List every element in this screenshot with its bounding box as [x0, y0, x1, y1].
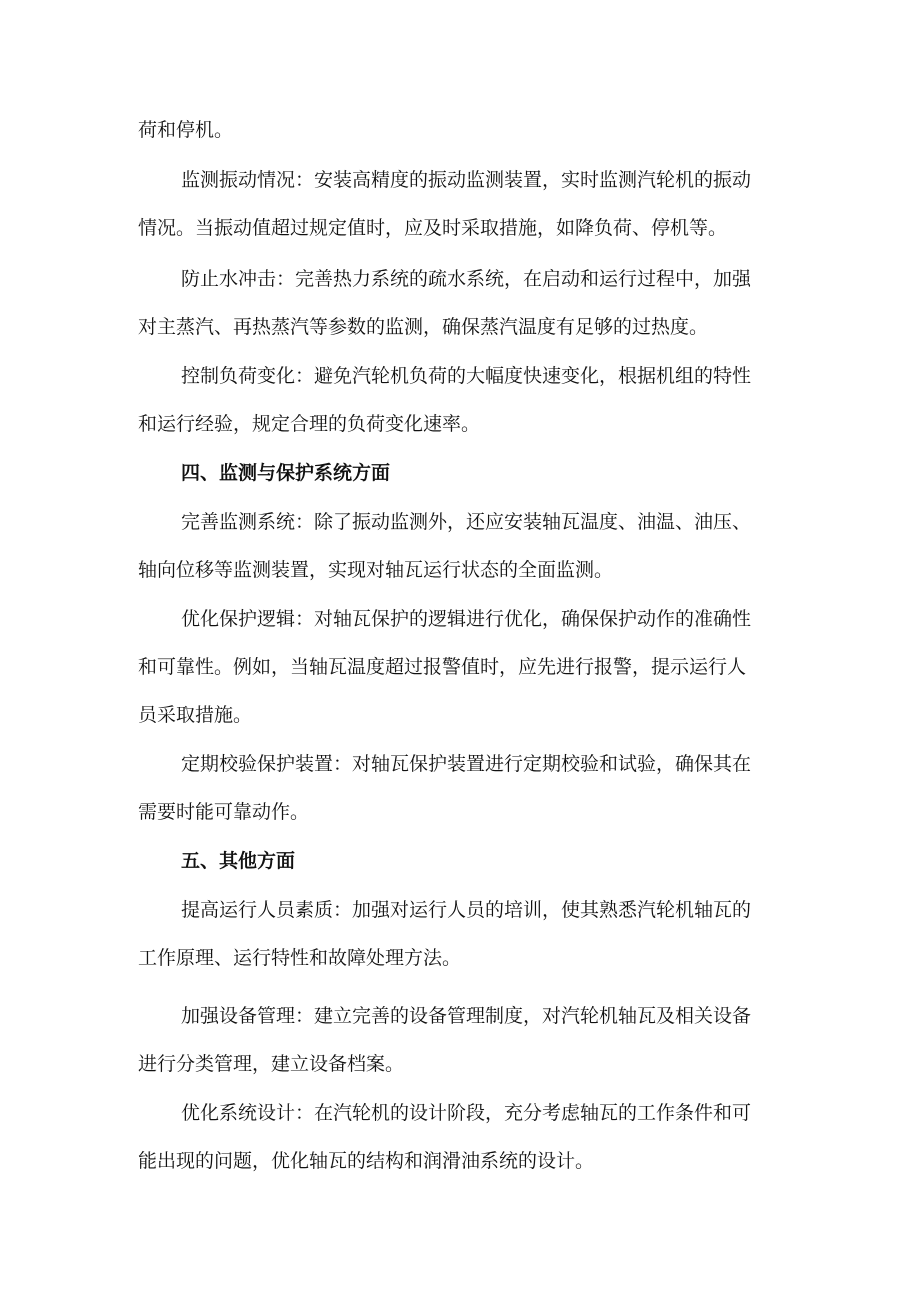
document-page: 荷和停机。 监测振动情况：安装高精度的振动监测装置，实时监测汽轮机的振动 情况。当振动值超过规定值时，应及时采取措施，如降负荷、停机等。 防止水冲击：完善热力系统的疏水系统，在启动和运行过程中，加强 对主蒸汽、再热蒸汽等参数的监测，确保蒸汽温度有足够的过热度。 控制负荷变化：避免汽轮机负荷的大幅度快速变化，根据机组的特性 和运行经验，规定合理的负荷变化速率。 四、监测与保护系统方面 完善监测系统：除了振动监测外，还应安装轴瓦温度、油温、油压、 轴向位移等监测装置，实现对轴瓦运行状态的全面监测。 优化保护逻辑：对轴瓦保护的逻辑进行优化，确保保护动作的准确性 和可靠性。例如，当轴瓦温度超过报警值时，应先进行报警，提示运行人 员采取措施。 定期校验保护装置：对轴瓦保护装置进行定期校验和试验，确保其在 需要时能可靠动作。 五、其他方面 提高运行人员素质：加强对运行人员的培训，使其熟悉汽轮机轴瓦的 工作原理、运行特性和故障处理方法。 加强设备管理：建立完善的设备管理制度，对汽轮机轴瓦及相关设备 进行分类管理，建立设备档案。 优化系统设计：在汽轮机的设计阶段，充分考虑轴瓦的工作条件和可 能出现的问题，优化轴瓦的结构和润滑油系统的设计。	[138, 119, 752, 1172]
